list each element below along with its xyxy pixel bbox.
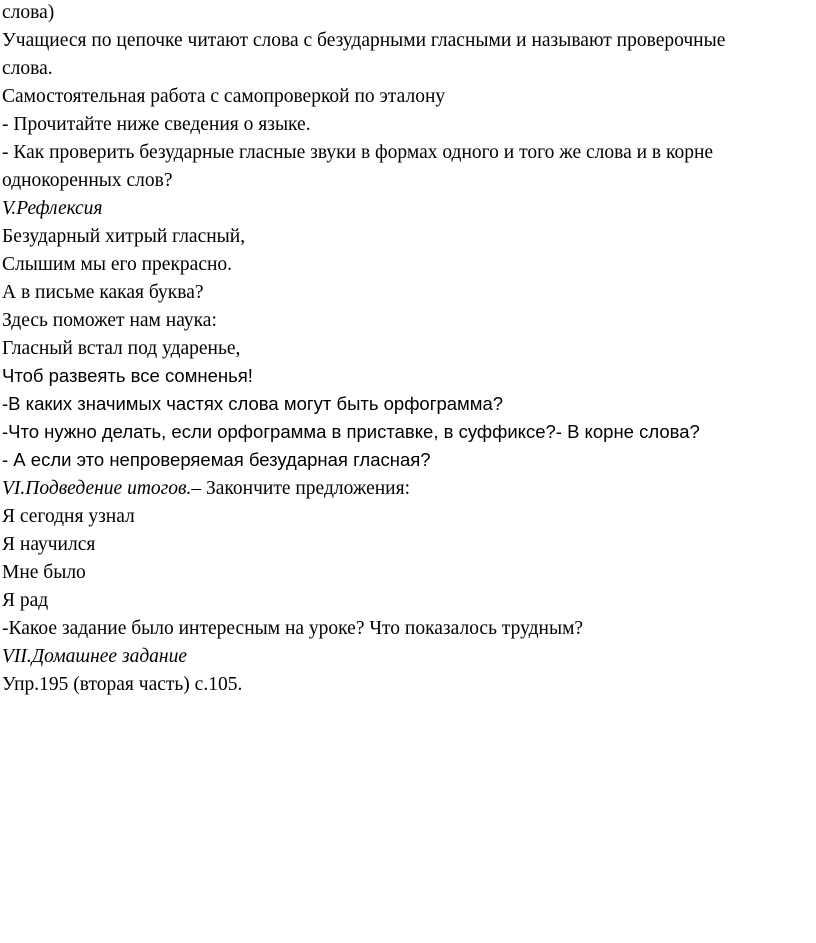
sentence-starter: Я сегодня узнал xyxy=(2,506,135,527)
text-line: слова. xyxy=(2,58,53,79)
question-line: -В каких значимых частях слова могут быть орфограмма? xyxy=(2,393,504,414)
summary-line xyxy=(2,477,410,501)
text-line: - Как проверить безударные гласные звуки в формах одного и того же слова и в корне xyxy=(2,142,714,163)
sentence-starter: Мне было xyxy=(2,562,86,583)
final-question: -Какое задание было интересным на уроке? Что показалось трудным? xyxy=(2,618,584,639)
question-line: -Что нужно делать, если орфограмма в приставке, в суффиксе?- В корне слова? xyxy=(2,421,700,442)
question-line: - А если это непроверяемая безударная гласная? xyxy=(2,449,431,470)
poem-line: А в письме какая буква? xyxy=(2,282,204,303)
poem-line: Гласный встал под ударенье, xyxy=(2,338,241,359)
question-line: Чтоб развеять все сомненья! xyxy=(2,365,253,386)
text-line: однокоренных слов? xyxy=(2,170,173,191)
sentence-starter: Я научился xyxy=(2,534,96,555)
text-line: слова) xyxy=(2,2,55,23)
homework-heading: VII.Домашнее задание xyxy=(2,646,188,667)
sentence-starter: Я рад xyxy=(2,590,49,611)
homework-text: Упр.195 (вторая часть) с.105. xyxy=(2,674,243,695)
poem-line: Здесь поможет нам наука: xyxy=(2,310,217,331)
summary-heading: VI.Подведение итогов. xyxy=(2,478,192,499)
reflection-heading: V.Рефлексия xyxy=(2,198,103,219)
summary-instruction: – Закончите предложения: xyxy=(191,478,411,499)
poem-line: Безударный хитрый гласный, xyxy=(2,226,246,247)
text-line: Учащиеся по цепочке читают слова с безударными гласными и называют проверочные xyxy=(2,30,726,51)
text-line: - Прочитайте ниже сведения о языке. xyxy=(2,114,311,135)
poem-line: Слышим мы его прекрасно. xyxy=(2,254,233,275)
text-line: Самостоятельная работа с самопроверкой по эталону xyxy=(2,86,446,107)
